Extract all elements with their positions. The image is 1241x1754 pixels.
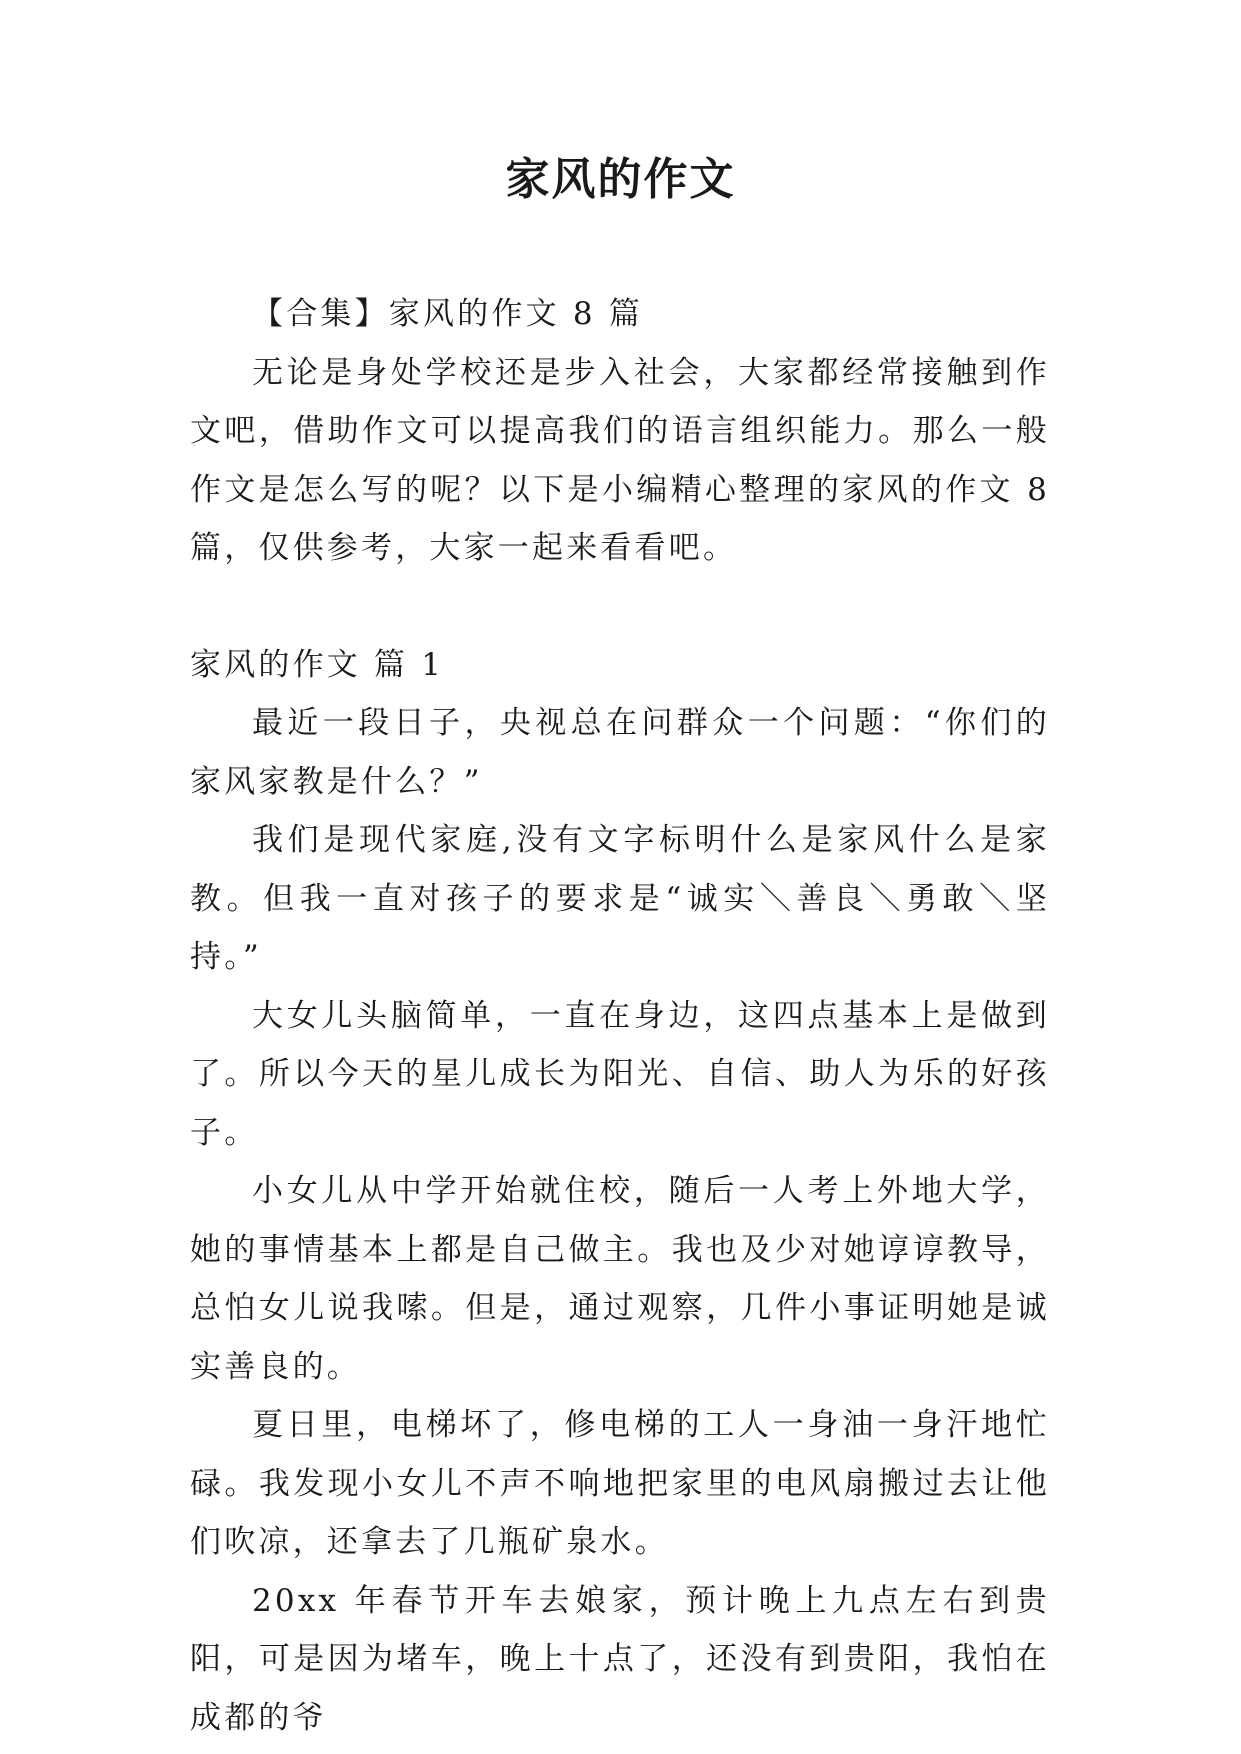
body-paragraph: 大女儿头脑简单，一直在身边，这四点基本上是做到了。所以今天的星儿成长为阳光、自信、助人为乐的好孩子。 (190, 997, 1050, 1151)
body-paragraph: 最近一段日子，央视总在问群众一个问题：“你们的家风家教是什么？” (190, 705, 1050, 800)
section-heading: 家风的作文 篇 1 (190, 646, 445, 683)
body-paragraph: 小女儿从中学开始就住校，随后一人考上外地大学，她的事情基本上都是自己做主。我也及少对她谆谆教导，总怕女儿说我嗦。但是，通过观察，几件小事证明她是诚实善良的。 (190, 1173, 1050, 1385)
collection-line: 【合集】家风的作文 8 篇 (252, 296, 644, 332)
document-title: 家风的作文 (505, 154, 736, 205)
document-body (190, 285, 1050, 1747)
body-paragraph: 我们是现代家庭,没有文字标明什么是家风什么是家教。但我一直对孩子的要求是“诚实＼善良＼勇敢＼坚持。” (190, 822, 1050, 975)
body-paragraph: 夏日里，电梯坏了，修电梯的工人一身油一身汗地忙碌。我发现小女儿不声不响地把家里的电风扇搬过去让他们吹凉，还拿去了几瓶矿泉水。 (190, 1407, 1050, 1560)
intro-paragraph: 无论是身处学校还是步入社会，大家都经常接触到作文吧，借助作文可以提高我们的语言组织能力。那么一般作文是怎么写的呢？以下是小编精心整理的家风的作文 8 篇，仅供参考，大家一起来看看吧。 (190, 354, 1050, 566)
body-paragraph: 20xx 年春节开车去娘家，预计晚上九点左右到贵阳，可是因为堵车，晚上十点了，还没有到贵阳，我怕在成都的爷 (190, 1582, 1050, 1736)
